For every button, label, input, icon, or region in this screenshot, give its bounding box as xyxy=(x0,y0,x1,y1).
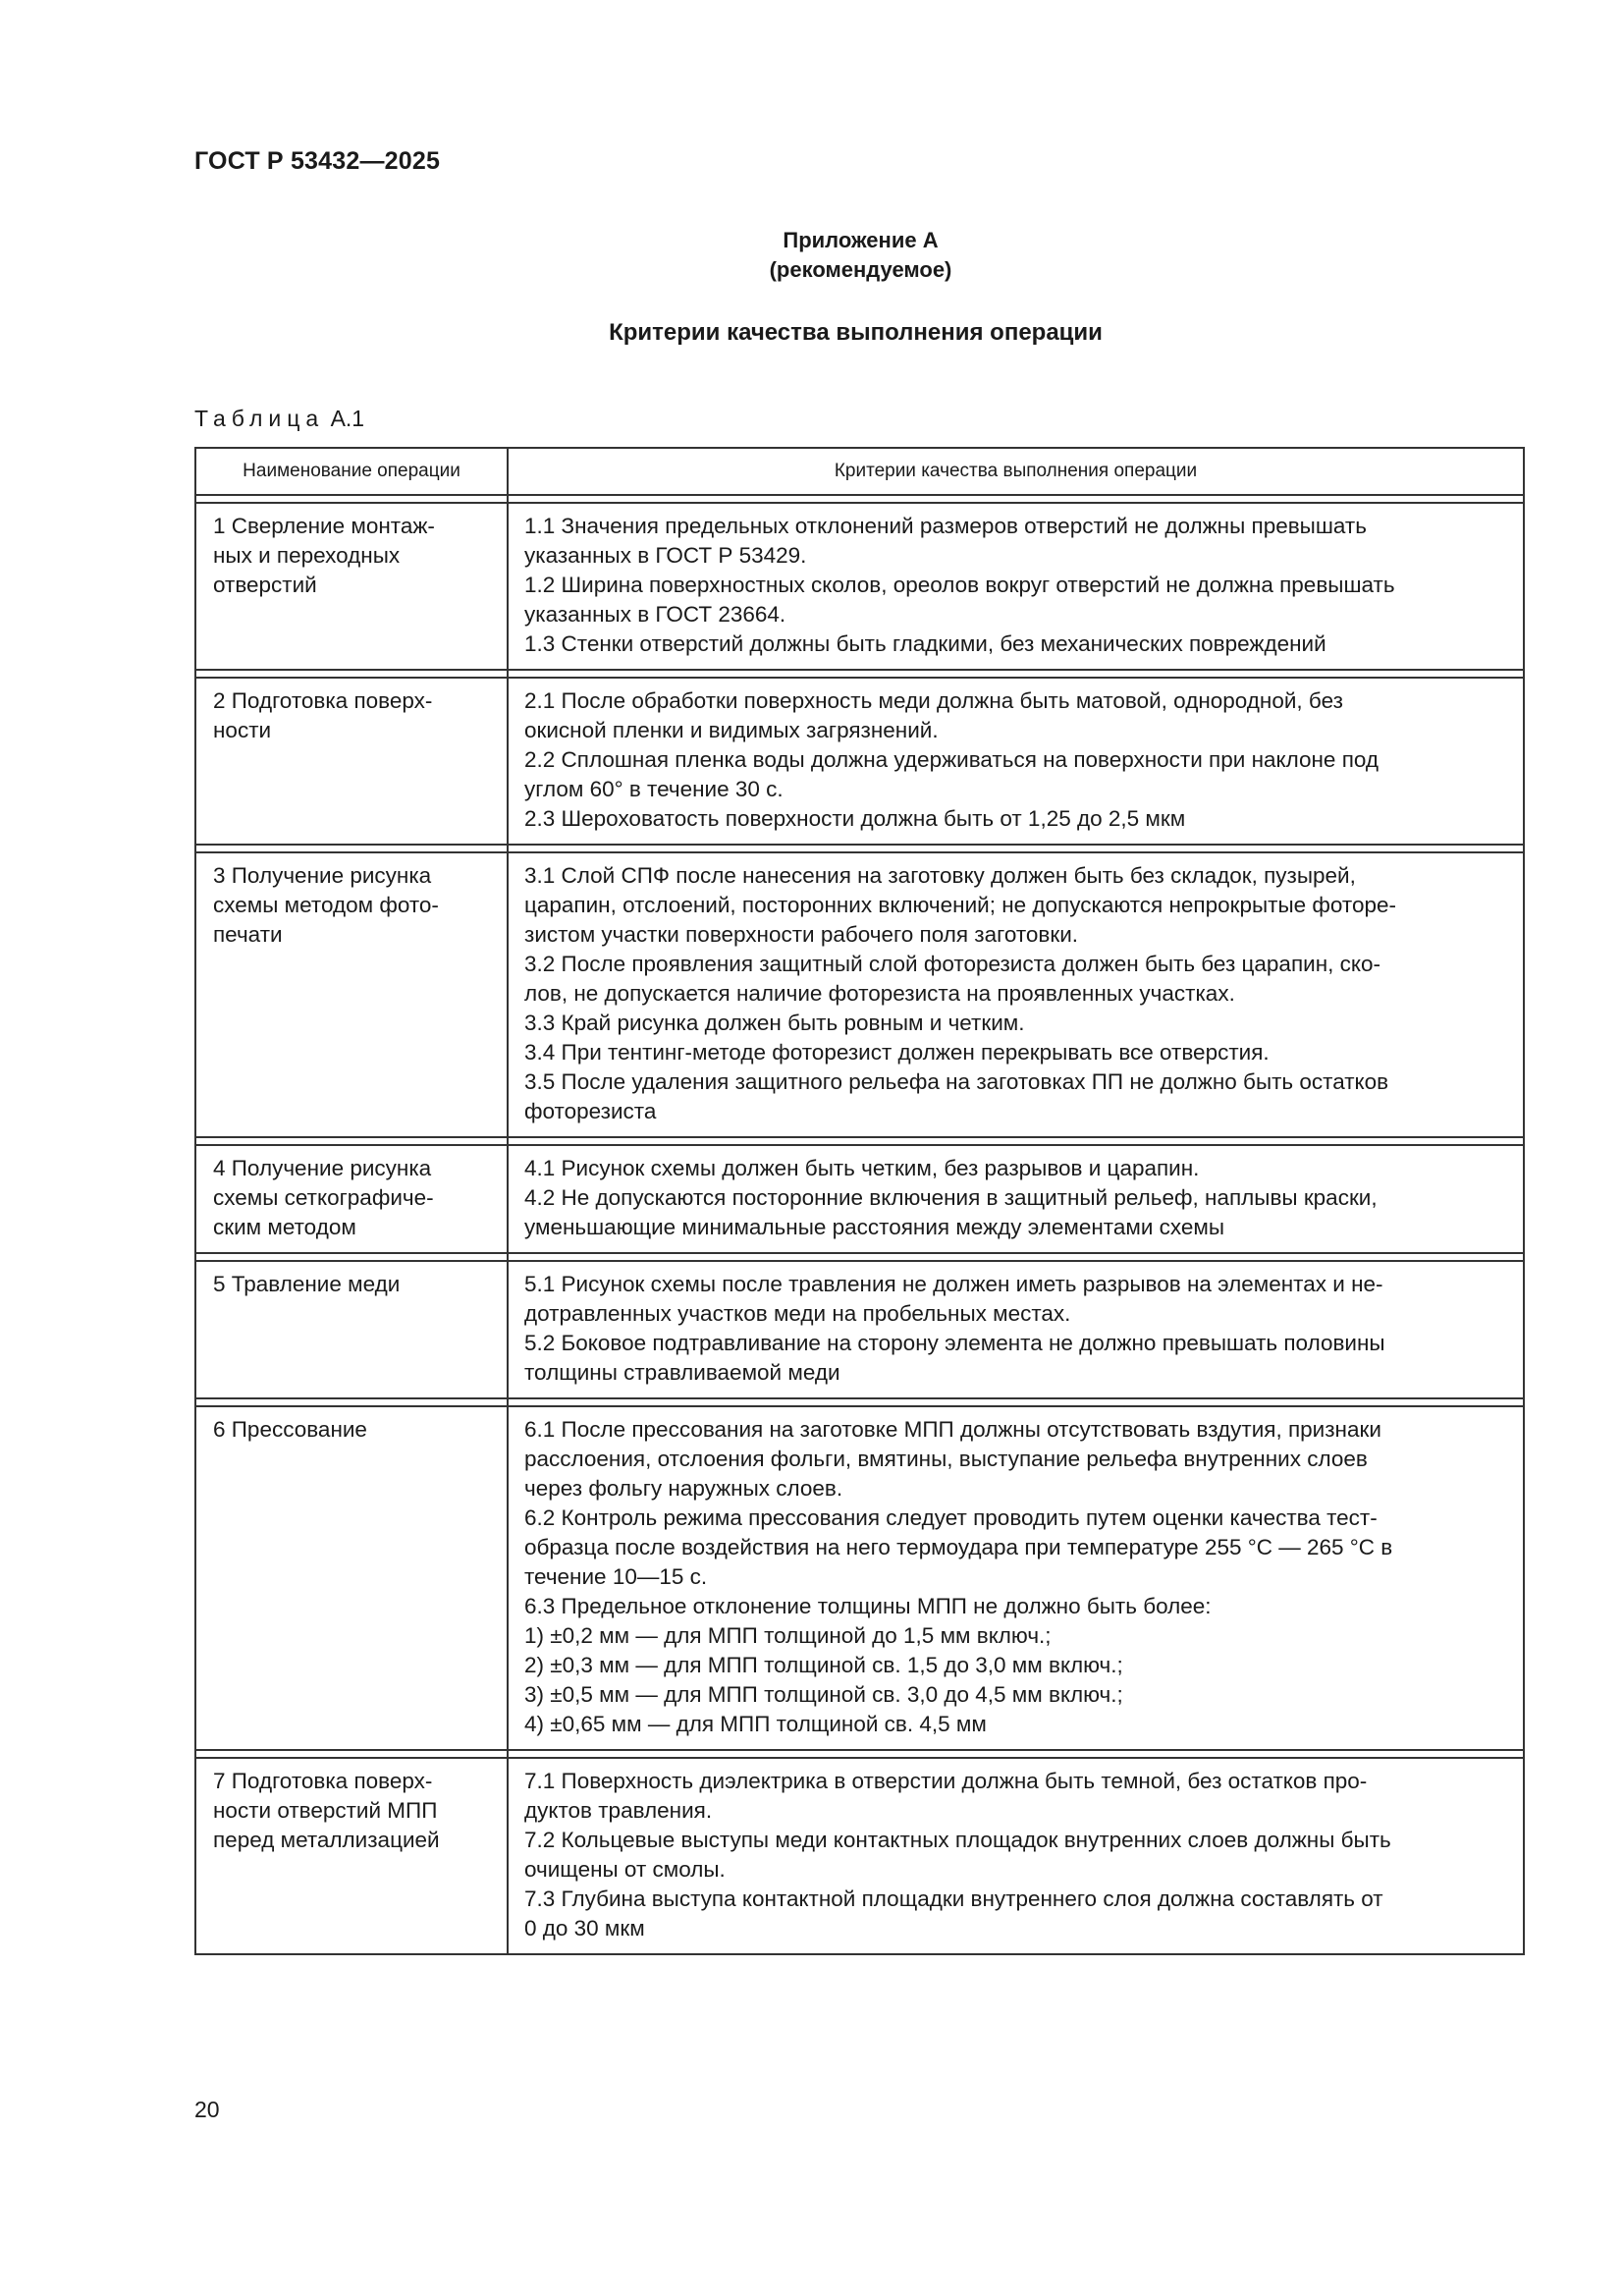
operation-line: ности отверстий МПП xyxy=(213,1798,438,1823)
criteria-line: 2.2 Сплошная пленка воды должна удерживаться на поверхности при наклоне под xyxy=(524,747,1380,772)
table-body xyxy=(195,495,1524,1954)
criteria-line: 3.1 Слой СПФ после нанесения на заготовку должен быть без складок, пузырей, xyxy=(524,863,1356,888)
separator-cell xyxy=(508,670,1524,678)
operation-line: перед металлизацией xyxy=(213,1828,440,1852)
operation-line: 3 Получение рисунка xyxy=(213,863,432,888)
row-separator xyxy=(195,1750,1524,1758)
operation-cell xyxy=(195,678,508,845)
criteria-cell xyxy=(508,1406,1524,1750)
appendix-status: (рекомендуемое) xyxy=(769,257,952,282)
criteria-line: 7.1 Поверхность диэлектрика в отверстии должна быть темной, без остатков про- xyxy=(524,1769,1368,1793)
criteria-line: 4) ±0,65 мм — для МПП толщиной св. 4,5 мм xyxy=(524,1712,987,1736)
table-row xyxy=(195,1261,1524,1398)
criteria-line: царапин, отслоений, посторонних включений; не допускаются непрокрытые фоторе- xyxy=(524,893,1396,917)
row-separator xyxy=(195,845,1524,852)
appendix-title: Приложение А xyxy=(783,228,939,252)
operation-line: 1 Сверление монтаж- xyxy=(213,514,435,538)
criteria-line: 6.2 Контроль режима прессования следует проводить путем оценки качества тест- xyxy=(524,1505,1378,1530)
criteria-line: уменьшающие минимальные расстояния между элементами схемы xyxy=(524,1215,1225,1239)
criteria-line: 3.3 Край рисунка должен быть ровным и четким. xyxy=(524,1011,1025,1035)
separator-cell xyxy=(508,1750,1524,1758)
criteria-line: 3.5 После удаления защитного рельефа на заготовках ПП не должно быть остатков xyxy=(524,1069,1389,1094)
criteria-line: 2) ±0,3 мм — для МПП толщиной св. 1,5 до 3,0 мм включ.; xyxy=(524,1653,1123,1677)
document-code: ГОСТ Р 53432—2025 xyxy=(194,147,441,175)
criteria-line: указанных в ГОСТ Р 53429. xyxy=(524,543,807,568)
separator-cell xyxy=(195,670,508,678)
criteria-line: 3.4 При тентинг-методе фоторезист должен перекрывать все отверстия. xyxy=(524,1040,1270,1065)
criteria-cell xyxy=(508,1261,1524,1398)
separator-cell xyxy=(195,1253,508,1261)
row-separator xyxy=(195,1253,1524,1261)
separator-cell xyxy=(195,1137,508,1145)
criteria-line: фоторезиста xyxy=(524,1099,657,1123)
criteria-cell xyxy=(508,503,1524,670)
operation-line: ности xyxy=(213,718,272,742)
criteria-line: 6.3 Предельное отклонение толщины МПП не должно быть более: xyxy=(524,1594,1212,1618)
criteria-table xyxy=(194,447,1525,1955)
table-row xyxy=(195,1145,1524,1253)
criteria-cell xyxy=(508,678,1524,845)
criteria-line: углом 60° в течение 30 с. xyxy=(524,777,784,801)
criteria-cell xyxy=(508,1145,1524,1253)
separator-cell xyxy=(195,495,508,503)
separator-cell xyxy=(195,1398,508,1406)
criteria-line: 6.1 После прессования на заготовке МПП должны отсутствовать вздутия, признаки xyxy=(524,1417,1381,1442)
criteria-line: 3.2 После проявления защитный слой фоторезиста должен быть без царапин, ско- xyxy=(524,952,1380,976)
operation-cell xyxy=(195,1758,508,1954)
operation-cell xyxy=(195,1145,508,1253)
criteria-line: дотравленных участков меди на пробельных местах. xyxy=(524,1301,1071,1326)
table-row xyxy=(195,503,1524,670)
criteria-line: течение 10—15 с. xyxy=(524,1564,708,1589)
criteria-line: 7.2 Кольцевые выступы меди контактных площадок внутренних слоев должны быть xyxy=(524,1828,1391,1852)
criteria-cell xyxy=(508,852,1524,1137)
criteria-line: 1.2 Ширина поверхностных сколов, ореолов вокруг отверстий не должна превышать xyxy=(524,573,1395,597)
criteria-line: через фольгу наружных слоев. xyxy=(524,1476,843,1501)
operation-line: 4 Получение рисунка xyxy=(213,1156,432,1180)
criteria-line: 1.1 Значения предельных отклонений размеров отверстий не должны превышать xyxy=(524,514,1367,538)
criteria-line: толщины стравливаемой меди xyxy=(524,1360,840,1385)
criteria-line: расслоения, отслоения фольги, вмятины, выступание рельефа внутренних слоев xyxy=(524,1447,1368,1471)
column-header-criteria: Критерии качества выполнения операции xyxy=(508,448,1524,495)
section-title: Критерии качества выполнения операции xyxy=(609,319,1103,346)
criteria-line: очищены от смолы. xyxy=(524,1857,726,1882)
criteria-line: 2.1 После обработки поверхность меди должна быть матовой, однородной, без xyxy=(524,688,1343,713)
criteria-line: 4.1 Рисунок схемы должен быть четким, без разрывов и царапин. xyxy=(524,1156,1200,1180)
table-row xyxy=(195,1406,1524,1750)
criteria-line: 3) ±0,5 мм — для МПП толщиной св. 3,0 до 4,5 мм включ.; xyxy=(524,1682,1123,1707)
separator-cell xyxy=(508,1137,1524,1145)
criteria-line: зистом участки поверхности рабочего поля заготовки. xyxy=(524,922,1079,947)
criteria-line: 0 до 30 мкм xyxy=(524,1916,645,1941)
operation-line: ским методом xyxy=(213,1215,356,1239)
table-caption xyxy=(194,406,364,432)
row-separator xyxy=(195,670,1524,678)
operation-line: схемы методом фото- xyxy=(213,893,439,917)
criteria-line: окисной пленки и видимых загрязнений. xyxy=(524,718,939,742)
table-caption-number: А.1 xyxy=(330,406,365,431)
separator-cell xyxy=(195,845,508,852)
column-header-operation: Наименование операции xyxy=(195,448,508,495)
separator-cell xyxy=(195,1750,508,1758)
operation-line: отверстий xyxy=(213,573,317,597)
criteria-line: образца после воздействия на него термоудара при температуре 255 °С — 265 °С в xyxy=(524,1535,1393,1559)
separator-cell xyxy=(508,845,1524,852)
table-row xyxy=(195,1758,1524,1954)
criteria-line: 5.1 Рисунок схемы после травления не должен иметь разрывов на элементах и не- xyxy=(524,1272,1383,1296)
operation-cell xyxy=(195,1406,508,1750)
table-caption-word: Таблица xyxy=(194,406,325,431)
criteria-cell xyxy=(508,1758,1524,1954)
table-header-row xyxy=(195,448,1524,495)
operation-line: 6 Прессование xyxy=(213,1417,367,1442)
separator-cell xyxy=(508,1398,1524,1406)
operation-line: 7 Подготовка поверх- xyxy=(213,1769,433,1793)
criteria-line: указанных в ГОСТ 23664. xyxy=(524,602,786,627)
operation-line: 2 Подготовка поверх- xyxy=(213,688,433,713)
criteria-line: 1.3 Стенки отверстий должны быть гладкими, без механических повреждений xyxy=(524,631,1326,656)
row-separator xyxy=(195,1137,1524,1145)
operation-cell xyxy=(195,1261,508,1398)
table-row xyxy=(195,852,1524,1137)
row-separator xyxy=(195,495,1524,503)
table-row xyxy=(195,678,1524,845)
criteria-line: 4.2 Не допускаются посторонние включения в защитный рельеф, наплывы краски, xyxy=(524,1185,1378,1210)
criteria-line: 1) ±0,2 мм — для МПП толщиной до 1,5 мм включ.; xyxy=(524,1623,1052,1648)
separator-cell xyxy=(508,495,1524,503)
criteria-line: 7.3 Глубина выступа контактной площадки внутреннего слоя должна составлять от xyxy=(524,1886,1383,1911)
operation-cell xyxy=(195,852,508,1137)
row-separator xyxy=(195,1398,1524,1406)
criteria-line: 2.3 Шероховатость поверхности должна быть от 1,25 до 2,5 мкм xyxy=(524,806,1186,831)
criteria-line: лов, не допускается наличие фоторезиста на проявленных участках. xyxy=(524,981,1235,1006)
operation-line: ных и переходных xyxy=(213,543,401,568)
appendix-heading xyxy=(0,226,1623,285)
page-number: 20 xyxy=(194,2097,220,2122)
criteria-line: дуктов травления. xyxy=(524,1798,713,1823)
separator-cell xyxy=(508,1253,1524,1261)
criteria-line: 5.2 Боковое подтравливание на сторону элемента не должно превышать половины xyxy=(524,1331,1385,1355)
operation-line: схемы сеткографиче- xyxy=(213,1185,434,1210)
operation-line: печати xyxy=(213,922,283,947)
operation-cell xyxy=(195,503,508,670)
operation-line: 5 Травление меди xyxy=(213,1272,401,1296)
